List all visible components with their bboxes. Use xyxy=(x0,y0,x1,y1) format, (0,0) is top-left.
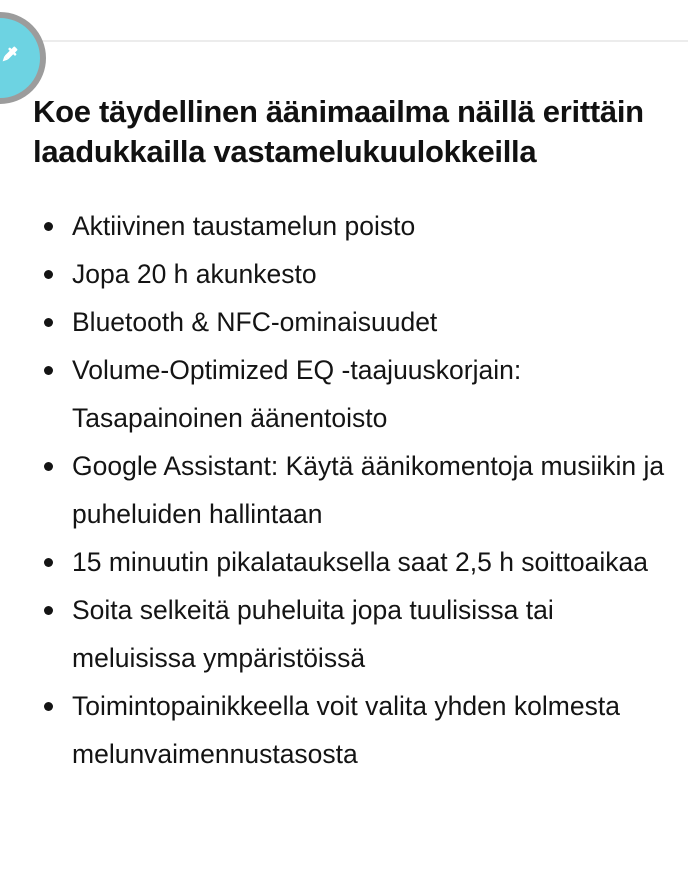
feature-text: Volume-Optimized EQ -taajuuskorjain: Tasapainoinen äänentoisto xyxy=(72,355,522,433)
product-heading: Koe täydellinen äänimaailma näillä erittäin laadukkailla vastamelukuulokkeilla xyxy=(33,94,644,169)
feature-item xyxy=(33,202,673,250)
feature-text: Jopa 20 h akunkesto xyxy=(72,259,317,289)
feature-text: Aktiivinen taustamelun poisto xyxy=(72,211,416,241)
bullet-icon xyxy=(44,270,53,279)
feature-item xyxy=(33,682,673,778)
edit-button[interactable] xyxy=(0,12,46,104)
bullet-icon xyxy=(44,462,53,471)
product-description xyxy=(33,92,673,778)
feature-item xyxy=(33,250,673,298)
pencil-icon xyxy=(0,44,20,66)
feature-item xyxy=(33,298,673,346)
feature-text: Soita selkeitä puheluita jopa tuulisissa tai meluisissa ympäristöissä xyxy=(72,595,554,673)
feature-item xyxy=(33,442,673,538)
feature-text: Toimintopainikkeella voit valita yhden kolmesta melunvaimennustasosta xyxy=(72,691,620,769)
bullet-icon xyxy=(44,222,53,231)
feature-item xyxy=(33,586,673,682)
feature-item xyxy=(33,346,673,442)
bullet-icon xyxy=(44,318,53,327)
feature-text: Bluetooth & NFC-ominaisuudet xyxy=(72,307,438,337)
bullet-icon xyxy=(44,702,53,711)
bullet-icon xyxy=(44,606,53,615)
feature-list xyxy=(33,202,673,778)
feature-text: 15 minuutin pikalatauksella saat 2,5 h soittoaikaa xyxy=(72,547,648,577)
bullet-icon xyxy=(44,558,53,567)
feature-text: Google Assistant: Käytä äänikomentoja musiikin ja puheluiden hallintaan xyxy=(72,451,665,529)
top-divider xyxy=(0,40,688,42)
bullet-icon xyxy=(44,366,53,375)
feature-item xyxy=(33,538,673,586)
